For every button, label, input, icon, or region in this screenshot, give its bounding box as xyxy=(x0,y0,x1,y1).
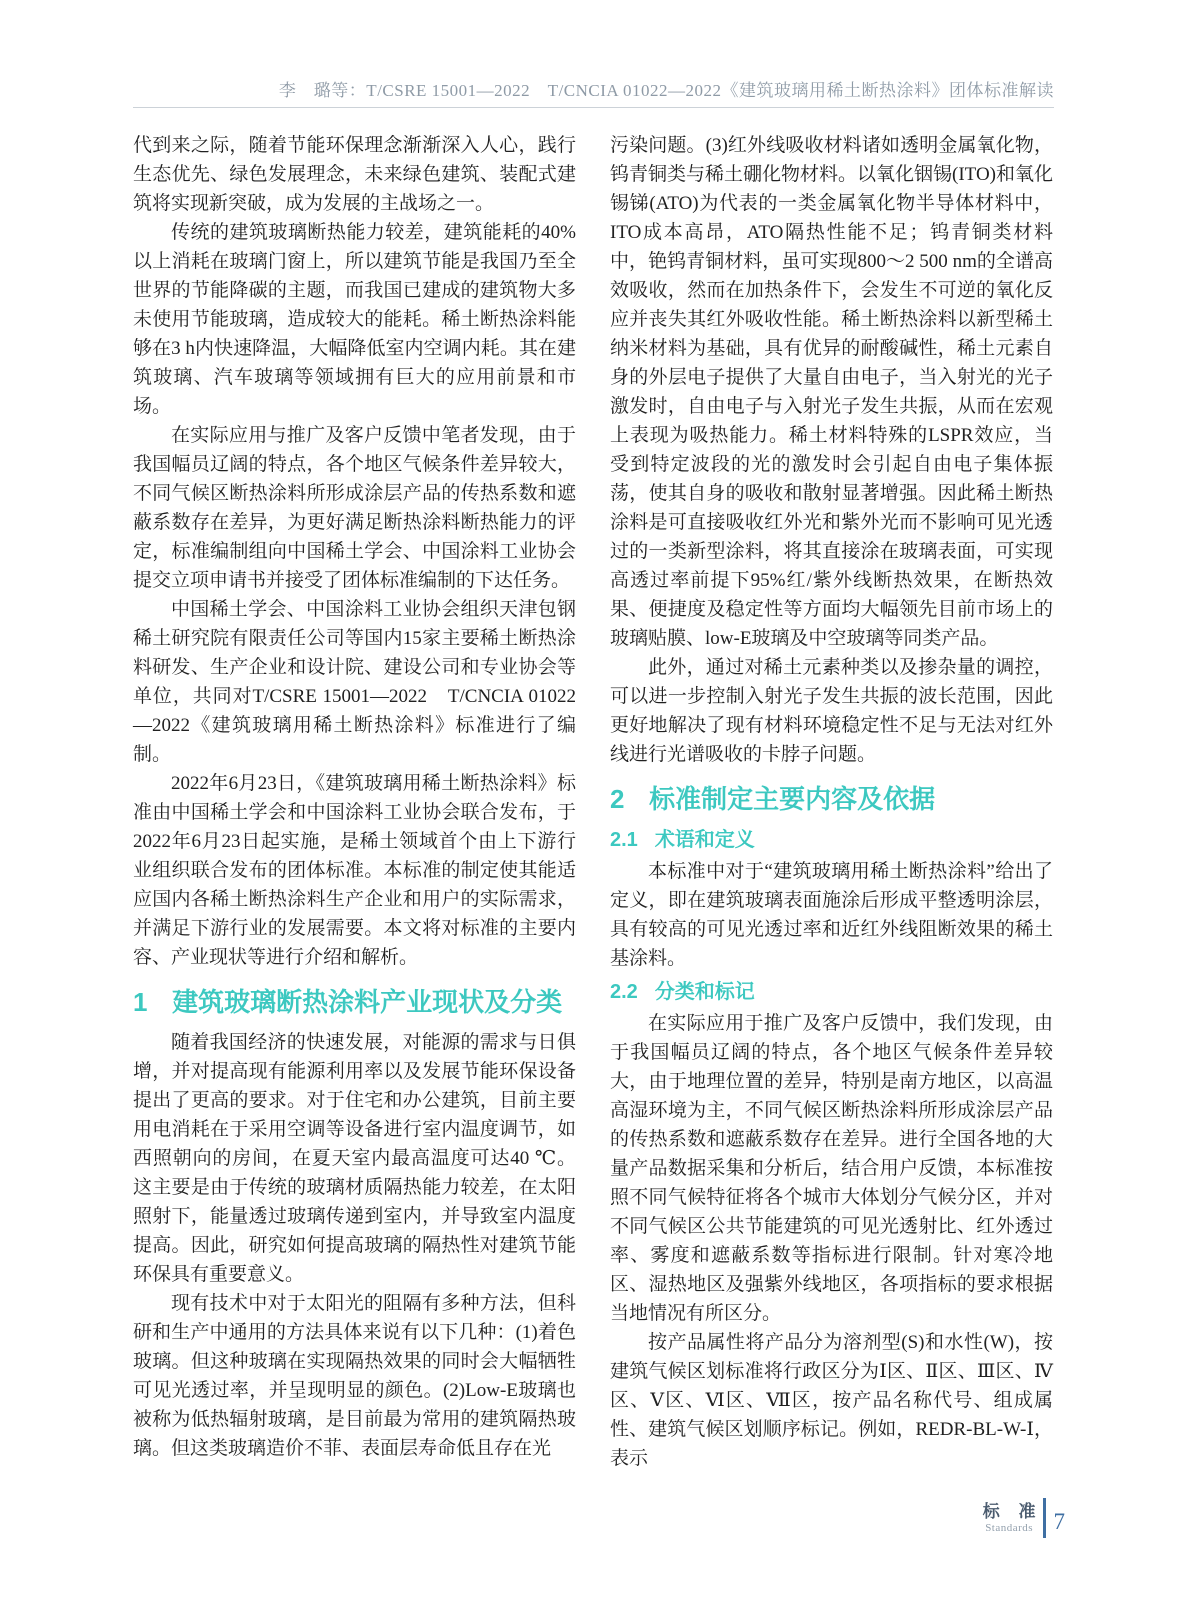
footer-divider xyxy=(1043,1498,1046,1538)
page-footer xyxy=(983,1498,1065,1538)
section-title: 标准制定主要内容及依据 xyxy=(649,784,936,814)
section-number: 2 xyxy=(610,784,625,814)
section-title: 术语和定义 xyxy=(654,829,755,851)
section-number: 2.1 xyxy=(610,829,638,851)
section-title: 建筑玻璃断热涂料产业现状及分类 xyxy=(172,987,563,1017)
paragraph: 按产品属性将产品分为溶剂型(S)和水性(W)，按建筑气候区划标准将行政区分为Ⅰ区、Ⅱ区、Ⅲ区、Ⅳ区、Ⅴ区、Ⅵ区、Ⅶ区，按产品名称代号、组成属性、建筑气候区划顺序标记。例如，REDR-BL-W-Ⅰ，表示 xyxy=(610,1332,1053,1469)
paragraph: 代到来之际，随着节能环保理念渐渐深入人心，践行生态优先、绿色发展理念，未来绿色建筑、装配式建筑将实现新突破，成为发展的主战场之一。 xyxy=(133,135,576,214)
footer-section-label-en: Standards xyxy=(985,1521,1034,1534)
paragraph: 污染问题。(3)红外线吸收材料诸如透明金属氧化物，钨青铜类与稀土硼化物材料。以氧化铟锡(ITO)和氧化锡锑(ATO)为代表的一类金属氧化物半导体材料中，ITO成本高昂，ATO隔热性能不足；钨青铜类材料中，铯钨青铜材料，虽可实现800～2 500 nm的全谱高效吸收，然而在加热条件下，会发生不可逆的氧化反应并丧失其红外吸收性能。稀土断热涂料以新型稀土纳米材料为基础，具有优异的耐酸碱性，稀土元素自身的外层电子提供了大量自由电子，当入射光的光子激发时，自由电子与入射光子发生共振，从而在宏观上表现为吸热能力。稀土材料特殊的LSPR效应，当受到特定波段的光的激发时会引起自由电子集体振荡，使其自身的吸收和散射显著增强。因此稀土断热涂料是可直接吸收红外光和紫外光而不影响可见光透过的一类新型涂料，将其直接涂在玻璃表面，可实现高透过率前提下95%红/紫外线断热效果，在断热效果、便捷度及稳定性等方面均大幅领先目前市场上的玻璃贴膜、low-E玻璃及中空玻璃等同类产品。 xyxy=(610,135,1053,649)
section-number: 2.2 xyxy=(610,981,638,1003)
subsection-heading xyxy=(610,825,1053,855)
section-heading xyxy=(610,781,1053,817)
footer-section-label-cn: 标 准 xyxy=(982,1501,1043,1521)
paragraph: 在实际应用于推广及客户反馈中，我们发现，由于我国幅员辽阔的特点，各个地区气候条件差异较大，由于地理位置的差异，特别是南方地区，以高温高湿环境为主，不同气候区断热涂料所形成涂层产品的传热系数和遮蔽系数存在差异。进行全国各地的大量产品数据采集和分析后，结合用户反馈，本标准按照不同气候特征将各个城市大体划分气候分区，并对不同气候区公共节能建筑的可见光透射比、红外透过率、雾度和遮蔽系数等指标进行限制。针对寒冷地区、湿热地区及强紫外线地区，各项指标的要求根据当地情况有所区分。 xyxy=(610,1013,1053,1324)
footer-section-label xyxy=(982,1501,1043,1535)
right-column xyxy=(610,131,1053,1473)
paragraph: 在实际应用与推广及客户反馈中笔者发现，由于我国幅员辽阔的特点，各个地区气候条件差异较大，不同气候区断热涂料所形成涂层产品的传热系数和遮蔽系数存在差异，为更好满足断热涂料断热能力的评定，标准编制组向中国稀土学会、中国涂料工业协会提交立项申请书并接受了团体标准编制的下达任务。 xyxy=(133,425,576,591)
paragraph: 中国稀土学会、中国涂料工业协会组织天津包钢稀土研究院有限责任公司等国内15家主要稀土断热涂料研发、生产企业和设计院、建设公司和专业协会等单位，共同对T/CSRE 15001—2022 T/CNCIA 01022—2022《建筑玻璃用稀土断热涂料》标准进行了编制。 xyxy=(133,599,576,765)
section-number: 1 xyxy=(133,987,148,1017)
section-heading xyxy=(133,984,576,1020)
page-number: 7 xyxy=(1053,1509,1065,1534)
paragraph: 本标准中对于“建筑玻璃用稀土断热涂料”给出了定义，即在建筑玻璃表面施涂后形成平整透明涂层，具有较高的可见光透过率和近红外线阻断效果的稀土基涂料。 xyxy=(610,861,1053,969)
paragraph: 现有技术中对于太阳光的阻隔有多种方法，但科研和生产中通用的方法具体来说有以下几种：(1)着色玻璃。但这种玻璃在实现隔热效果的同时会大幅牺牲可见光透过率，并呈现明显的颜色。(2)Low-E玻璃也被称为低热辐射玻璃，是目前最为常用的建筑隔热玻璃。但这类玻璃造价不菲、表面层寿命低且存在光 xyxy=(133,1293,576,1459)
paragraph: 传统的建筑玻璃断热能力较差，建筑能耗的40%以上消耗在玻璃门窗上，所以建筑节能是我国乃至全世界的节能降碳的主题，而我国已建成的建筑物大多未使用节能玻璃，造成较大的能耗。稀土断热涂料能够在3 h内快速降温，大幅降低室内空调内耗。其在建筑玻璃、汽车玻璃等领域拥有巨大的应用前景和市场。 xyxy=(133,222,576,417)
subsection-heading xyxy=(610,977,1053,1007)
running-header xyxy=(133,76,1054,101)
paragraph: 2022年6月23日，《建筑玻璃用稀土断热涂料》标准由中国稀土学会和中国涂料工业协会联合发布，于2022年6月23日起实施，是稀土领域首个由上下游行业组织联合发布的团体标准。本标准的制定使其能适应国内各稀土断热涂料生产企业和用户的实际需求，并满足下游行业的发展需要。本文将对标准的主要内容、产业现状等进行介绍和解析。 xyxy=(133,773,576,968)
paragraph: 随着我国经济的快速发展，对能源的需求与日俱增，并对提高现有能源利用率以及发展节能环保设备提出了更高的要求。对于住宅和办公建筑，目前主要用电消耗在于采用空调等设备进行室内温度调节，如西照朝向的房间，在夏天室内最高温度可达40 ℃。这主要是由于传统的玻璃材质隔热能力较差，在太阳照射下，能量透过玻璃传递到室内，并导致室内温度提高。因此，研究如何提高玻璃的隔热性对建筑节能环保具有重要意义。 xyxy=(133,1032,576,1285)
running-header-text: 李 璐等：T/CSRE 15001—2022 T/CNCIA 01022—2022《建筑玻璃用稀土断热涂料》团体标准解读 xyxy=(278,81,1054,100)
paragraph: 此外，通过对稀土元素种类以及掺杂量的调控，可以进一步控制入射光子发生共振的波长范围，因此更好地解决了现有材料环境稳定性不足与无法对红外线进行光谱吸收的卡脖子问题。 xyxy=(610,657,1053,765)
left-column xyxy=(133,131,576,1473)
header-rule xyxy=(133,107,1054,108)
content-columns xyxy=(133,131,1054,1473)
section-title: 分类和标记 xyxy=(654,981,755,1003)
